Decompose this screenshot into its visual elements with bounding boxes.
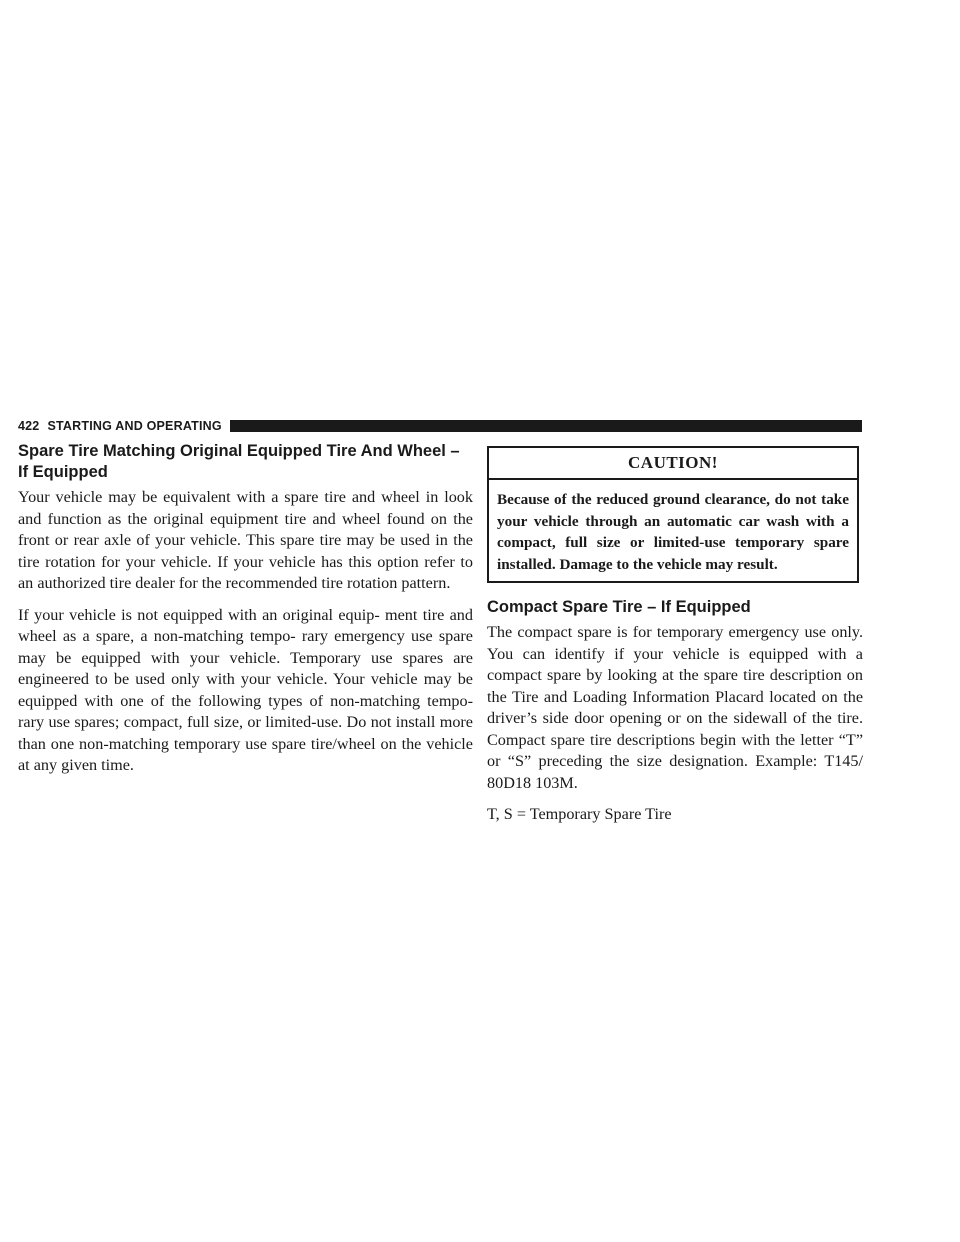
spare-matching-heading: Spare Tire Matching Original Equipped Tire And Wheel – If Equipped xyxy=(18,442,460,481)
section-title: STARTING AND OPERATING xyxy=(47,419,222,433)
compact-spare-section xyxy=(487,597,863,826)
paragraph: The compact spare is for temporary emergency use only. You can identify if your vehicle is equipped with a compact spare by looking at the spare tire description on the Tire and Loading Information Placard located on the driver’s side door opening or on the sidewall of the tire. Compact spare tire descriptions begin with the letter “T” or “S” preceding the size designation. Example: T145/ 80D18 103M. xyxy=(487,623,863,792)
header-bar xyxy=(230,420,862,432)
header-text xyxy=(18,419,222,433)
paragraph: T, S = Temporary Spare Tire xyxy=(487,805,672,823)
caution-box xyxy=(487,446,859,583)
page-header xyxy=(18,419,862,433)
page-number: 422 xyxy=(18,419,40,433)
paragraph: If your vehicle is not equipped with an original equip- ment tire and wheel as a spare, a non-matching tempo- rary emergency use spare may be equipped with your vehicle. Temporary use spares are engineered to be used only with your vehicle. Your vehicle may be equipped with one of the following types of non-matching tempo- rary use spares; compact, full size, or limited-use. Do not install more than one non-matching temporary use spare tire/wheel on the vehicle at any given time. xyxy=(18,605,473,774)
compact-spare-heading: Compact Spare Tire – If Equipped xyxy=(487,598,751,616)
paragraph: Your vehicle may be equivalent with a spare tire and wheel in look and function as the original equipment tire and wheel found on the front or rear axle of your vehicle. This spare tire may be used in the tire rotation for your vehicle. If your vehicle has this option refer to an authorized tire dealer for the recommended tire rotation pattern. xyxy=(18,488,473,592)
right-column xyxy=(487,446,863,836)
left-column xyxy=(18,441,473,787)
caution-text: Because of the reduced ground clearance, do not take your vehicle through an automatic car wash with a compact, full size or limited-use temporary spare installed. Damage to the vehicle may result. xyxy=(497,491,849,573)
caution-title: CAUTION! xyxy=(489,448,857,480)
